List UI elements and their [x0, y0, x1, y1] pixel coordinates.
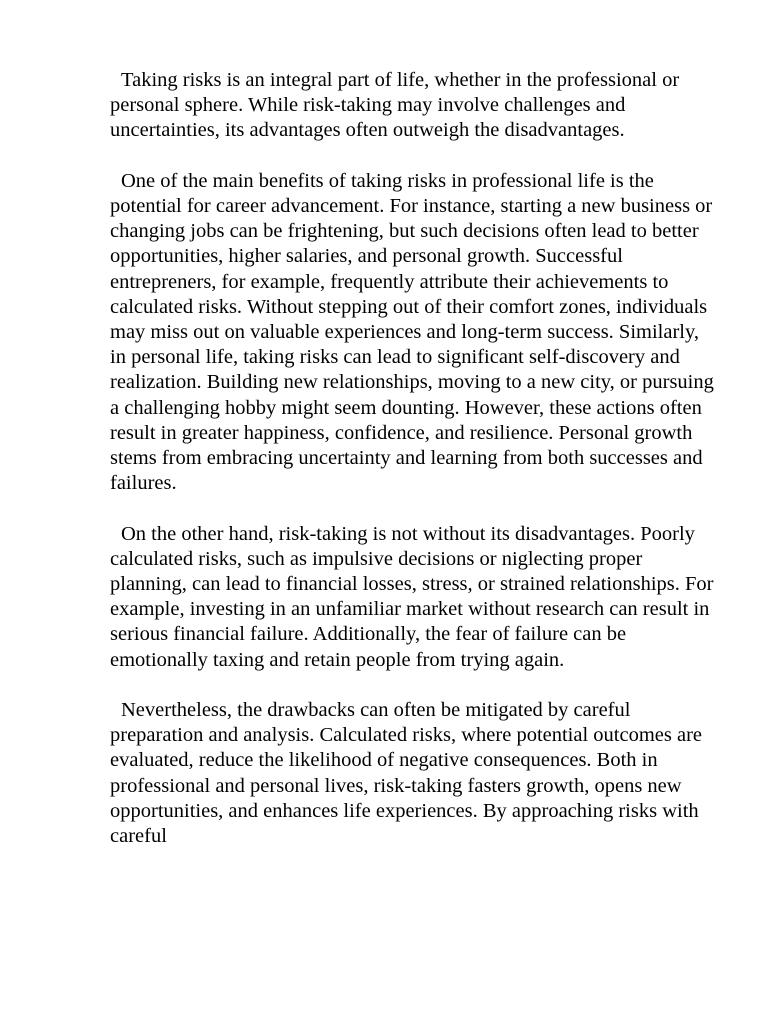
paragraph-disadvantages: On the other hand, risk-taking is not without its disadvantages. Poorly calculated risks, such as impulsive decisions or niglecting proper planning, can lead to financial losses, stress, or strained relationships. For example, investing in an unfamiliar market without research can result in serious financial failure. Additionally, the fear of failure can be emotionally taxing and retain people from trying again. — [110, 522, 714, 671]
paragraph-intro: Taking risks is an integral part of life, whether in the professional or personal sphere. While risk-taking may involve challenges and uncertainties, its advantages often outweigh the disadvantages. — [110, 69, 680, 142]
document-body — [110, 68, 718, 874]
paragraph-conclusion: Nevertheless, the drawbacks can often be mitigated by careful preparation and analysis. Calculated risks, where potential outcomes are evaluated, reduce the likelihood of negative consequences. Both in professional and personal lives, risk-taking fasters growth, opens new opportunities, and enhances life experiences. By approaching risks with careful — [110, 699, 703, 848]
paragraph-benefits: One of the main benefits of taking risks in professional life is the potential for career advancement. For instance, starting a new business or changing jobs can be frightening, but such decisions often lead to better opportunities, higher salaries, and personal growth. Successful entrepreners, for example, frequently attribute their achievements to calculated risks. Without stepping out of their comfort zones, individuals may miss out on valuable experiences and long-term success. Similarly, in personal life, taking risks can lead to significant self-discovery and realization. Building new relationships, moving to a new city, or pursuing a challenging hobby might seem dounting. However, these actions often result in greater happiness, confidence, and resilience. Personal growth stems from embracing uncertainty and learning from both successes and failures. — [110, 169, 714, 495]
